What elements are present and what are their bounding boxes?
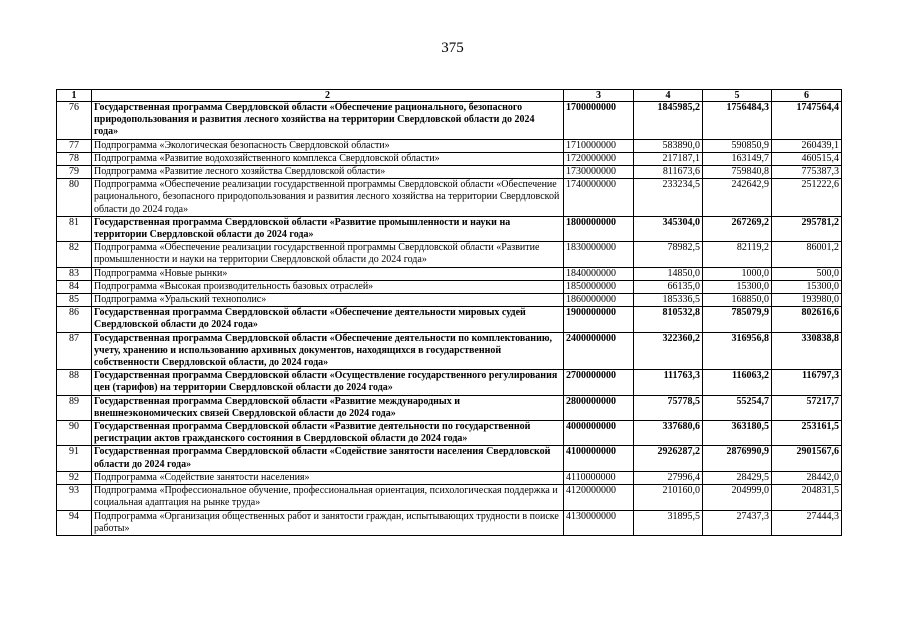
row-value-col6: 28442,0 xyxy=(772,471,842,484)
row-value-col6: 27444,3 xyxy=(772,510,842,535)
row-name: Подпрограмма «Организация общественных работ и занятости граждан, испытывающих трудности в поиске работы» xyxy=(92,510,564,535)
row-value-col4: 185336,5 xyxy=(634,294,703,307)
row-number: 80 xyxy=(57,179,92,217)
row-name: Государственная программа Свердловской области «Развитие промышленности и науки на территории Свердловской области до 2024 года» xyxy=(92,216,564,241)
row-name: Подпрограмма «Обеспечение реализации государственной программы Свердловской области «Обеспечение рационального, безопасного природопользования и развития лесного хозяйства на территории Свердловской области до 2024 года» xyxy=(92,179,564,217)
row-value-col5: 1000,0 xyxy=(703,267,772,280)
row-number: 79 xyxy=(57,166,92,179)
row-value-col5: 27437,3 xyxy=(703,510,772,535)
row-code: 1720000000 xyxy=(564,152,634,165)
row-number: 82 xyxy=(57,242,92,267)
row-code: 2700000000 xyxy=(564,370,634,395)
row-value-col5: 1756484,3 xyxy=(703,102,772,140)
col-header-3: 3 xyxy=(564,90,634,102)
row-value-col5: 785079,9 xyxy=(703,307,772,332)
row-code: 4100000000 xyxy=(564,446,634,471)
row-value-col5: 82119,2 xyxy=(703,242,772,267)
row-name: Государственная программа Свердловской области «Содействие занятости населения Свердловской области до 2024 года» xyxy=(92,446,564,471)
row-code: 4130000000 xyxy=(564,510,634,535)
table-header-row xyxy=(57,90,842,102)
row-value-col4: 337680,6 xyxy=(634,421,703,446)
table-row xyxy=(57,370,842,395)
row-value-col5: 2876990,9 xyxy=(703,446,772,471)
row-code: 1730000000 xyxy=(564,166,634,179)
row-code: 4110000000 xyxy=(564,471,634,484)
row-name: Государственная программа Свердловской области «Развитие международных и внешнеэкономических связей Свердловской области до 2024 года» xyxy=(92,395,564,420)
row-value-col5: 163149,7 xyxy=(703,152,772,165)
row-number: 83 xyxy=(57,267,92,280)
row-value-col5: 363180,5 xyxy=(703,421,772,446)
table-row xyxy=(57,216,842,241)
row-code: 2400000000 xyxy=(564,332,634,370)
row-number: 86 xyxy=(57,307,92,332)
row-number: 81 xyxy=(57,216,92,241)
row-value-col4: 111763,3 xyxy=(634,370,703,395)
row-code: 1900000000 xyxy=(564,307,634,332)
row-value-col6: 295781,2 xyxy=(772,216,842,241)
row-value-col5: 15300,0 xyxy=(703,280,772,293)
col-header-1: 1 xyxy=(57,90,92,102)
col-header-2: 2 xyxy=(92,90,564,102)
row-value-col4: 583890,0 xyxy=(634,139,703,152)
page-number: 375 xyxy=(441,40,464,56)
row-value-col5: 759840,8 xyxy=(703,166,772,179)
row-value-col4: 78982,5 xyxy=(634,242,703,267)
col-header-6: 6 xyxy=(772,90,842,102)
row-name: Подпрограмма «Содействие занятости населения» xyxy=(92,471,564,484)
row-value-col6: 460515,4 xyxy=(772,152,842,165)
table-row xyxy=(57,395,842,420)
table-row xyxy=(57,446,842,471)
row-name: Подпрограмма «Уральский технополис» xyxy=(92,294,564,307)
row-number: 84 xyxy=(57,280,92,293)
row-name: Подпрограмма «Новые рынки» xyxy=(92,267,564,280)
row-code: 4000000000 xyxy=(564,421,634,446)
table-row xyxy=(57,102,842,140)
row-value-col6: 57217,7 xyxy=(772,395,842,420)
row-value-col4: 75778,5 xyxy=(634,395,703,420)
row-value-col6: 775387,3 xyxy=(772,166,842,179)
row-name: Государственная программа Свердловской области «Осуществление государственного регулирования цен (тарифов) на территории Свердловской области до 2024 года» xyxy=(92,370,564,395)
table-row xyxy=(57,152,842,165)
table-row xyxy=(57,421,842,446)
table-row xyxy=(57,510,842,535)
row-value-col6: 500,0 xyxy=(772,267,842,280)
row-name: Государственная программа Свердловской области «Развитие деятельности по государственной регистрации актов гражданского состояния в Свердловской области до 2024 года» xyxy=(92,421,564,446)
row-code: 1800000000 xyxy=(564,216,634,241)
row-value-col5: 28429,5 xyxy=(703,471,772,484)
row-value-col6: 260439,1 xyxy=(772,139,842,152)
row-value-col5: 316956,8 xyxy=(703,332,772,370)
row-name: Подпрограмма «Развитие лесного хозяйства Свердловской области» xyxy=(92,166,564,179)
row-number: 87 xyxy=(57,332,92,370)
table-row xyxy=(57,242,842,267)
row-value-col4: 810532,8 xyxy=(634,307,703,332)
row-code: 1860000000 xyxy=(564,294,634,307)
row-value-col4: 322360,2 xyxy=(634,332,703,370)
row-name: Государственная программа Свердловской области «Обеспечение деятельности по комплектованию, учету, хранению и использованию архивных документов, находящихся в государственной собственности Свердловской области, до 2024 года» xyxy=(92,332,564,370)
row-value-col6: 2901567,6 xyxy=(772,446,842,471)
row-value-col6: 802616,6 xyxy=(772,307,842,332)
row-value-col5: 55254,7 xyxy=(703,395,772,420)
row-number: 88 xyxy=(57,370,92,395)
table-row xyxy=(57,166,842,179)
row-name: Подпрограмма «Профессиональное обучение, профессиональная ориентация, психологическая поддержка и социальная адаптация на рынке труда» xyxy=(92,485,564,510)
row-code: 1830000000 xyxy=(564,242,634,267)
row-name: Подпрограмма «Высокая производительность базовых отраслей» xyxy=(92,280,564,293)
row-value-col6: 330838,8 xyxy=(772,332,842,370)
row-value-col4: 345304,0 xyxy=(634,216,703,241)
row-value-col5: 242642,9 xyxy=(703,179,772,217)
budget-table xyxy=(56,89,842,536)
row-code: 1840000000 xyxy=(564,267,634,280)
row-number: 77 xyxy=(57,139,92,152)
table-row xyxy=(57,332,842,370)
row-number: 85 xyxy=(57,294,92,307)
row-value-col6: 253161,5 xyxy=(772,421,842,446)
row-value-col4: 14850,0 xyxy=(634,267,703,280)
row-number: 89 xyxy=(57,395,92,420)
row-value-col6: 251222,6 xyxy=(772,179,842,217)
row-value-col4: 1845985,2 xyxy=(634,102,703,140)
row-value-col4: 217187,1 xyxy=(634,152,703,165)
row-name: Государственная программа Свердловской области «Обеспечение деятельности мировых судей Свердловской области до 2024 года» xyxy=(92,307,564,332)
row-value-col4: 210160,0 xyxy=(634,485,703,510)
row-value-col6: 193980,0 xyxy=(772,294,842,307)
table-row xyxy=(57,485,842,510)
row-value-col6: 1747564,4 xyxy=(772,102,842,140)
table-row xyxy=(57,280,842,293)
row-code: 1740000000 xyxy=(564,179,634,217)
row-number: 92 xyxy=(57,471,92,484)
row-value-col4: 811673,6 xyxy=(634,166,703,179)
row-code: 4120000000 xyxy=(564,485,634,510)
row-number: 90 xyxy=(57,421,92,446)
row-value-col6: 15300,0 xyxy=(772,280,842,293)
table-row xyxy=(57,471,842,484)
row-name: Подпрограмма «Экологическая безопасность Свердловской области» xyxy=(92,139,564,152)
row-code: 1700000000 xyxy=(564,102,634,140)
row-number: 94 xyxy=(57,510,92,535)
row-number: 76 xyxy=(57,102,92,140)
row-name: Подпрограмма «Обеспечение реализации государственной программы Свердловской области «Развитие промышленности и науки на территории Свердловской области до 2024 года» xyxy=(92,242,564,267)
row-value-col4: 27996,4 xyxy=(634,471,703,484)
row-number: 91 xyxy=(57,446,92,471)
table-row xyxy=(57,139,842,152)
row-value-col5: 116063,2 xyxy=(703,370,772,395)
row-value-col5: 168850,0 xyxy=(703,294,772,307)
row-value-col4: 31895,5 xyxy=(634,510,703,535)
row-value-col4: 233234,5 xyxy=(634,179,703,217)
table-row xyxy=(57,307,842,332)
row-name: Государственная программа Свердловской области «Обеспечение рационального, безопасного природопользования и развития лесного хозяйства на территории Свердловской области до 2024 года» xyxy=(92,102,564,140)
row-value-col4: 66135,0 xyxy=(634,280,703,293)
col-header-5: 5 xyxy=(703,90,772,102)
table-row xyxy=(57,179,842,217)
table-row xyxy=(57,294,842,307)
row-value-col5: 590850,9 xyxy=(703,139,772,152)
col-header-4: 4 xyxy=(634,90,703,102)
row-code: 1710000000 xyxy=(564,139,634,152)
row-number: 78 xyxy=(57,152,92,165)
table-row xyxy=(57,267,842,280)
row-code: 2800000000 xyxy=(564,395,634,420)
row-value-col6: 86001,2 xyxy=(772,242,842,267)
row-number: 93 xyxy=(57,485,92,510)
row-code: 1850000000 xyxy=(564,280,634,293)
row-value-col5: 267269,2 xyxy=(703,216,772,241)
row-name: Подпрограмма «Развитие водохозяйственного комплекса Свердловской области» xyxy=(92,152,564,165)
row-value-col6: 204831,5 xyxy=(772,485,842,510)
row-value-col6: 116797,3 xyxy=(772,370,842,395)
row-value-col4: 2926287,2 xyxy=(634,446,703,471)
row-value-col5: 204999,0 xyxy=(703,485,772,510)
